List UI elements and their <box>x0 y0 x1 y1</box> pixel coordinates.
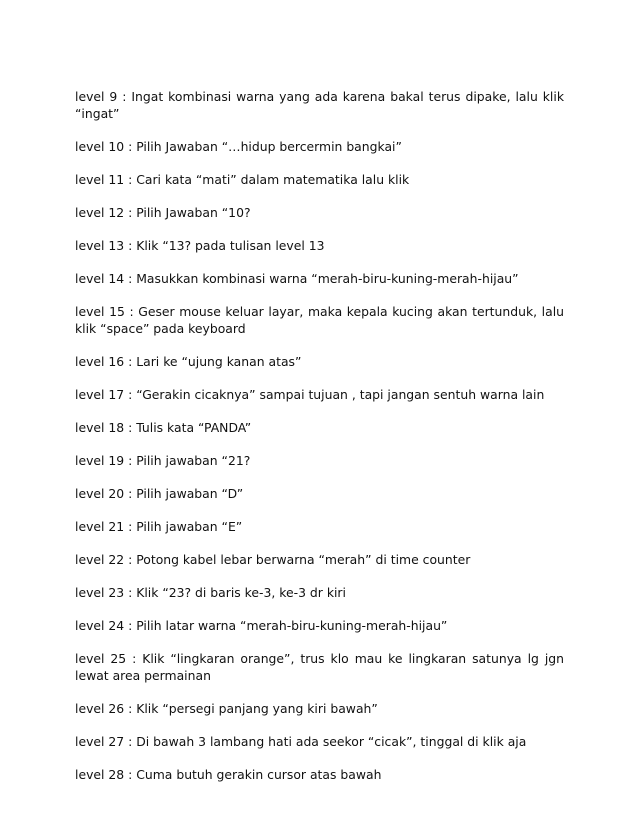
level-19-paragraph: level 19 : Pilih jawaban “21? <box>75 453 251 468</box>
level-15-paragraph: level 15 : Geser mouse keluar layar, maka kepala kucing akan tertunduk, lalu klik “space” pada keyboard <box>75 304 564 336</box>
level-28-paragraph: level 28 : Cuma butuh gerakin cursor atas bawah <box>75 767 382 782</box>
level-12-paragraph: level 12 : Pilih Jawaban “10? <box>75 205 251 220</box>
level-26-paragraph: level 26 : Klik “persegi panjang yang kiri bawah” <box>75 701 378 716</box>
document-page <box>75 88 564 799</box>
level-11-paragraph: level 11 : Cari kata “mati” dalam matematika lalu klik <box>75 172 410 187</box>
level-17-paragraph: level 17 : “Gerakin cicaknya” sampai tujuan , tapi jangan sentuh warna lain <box>75 387 545 402</box>
level-14-paragraph: level 14 : Masukkan kombinasi warna “merah-biru-kuning-merah-hijau” <box>75 271 519 286</box>
level-24-paragraph: level 24 : Pilih latar warna “merah-biru-kuning-merah-hijau” <box>75 618 448 633</box>
level-22-paragraph: level 22 : Potong kabel lebar berwarna “merah” di time counter <box>75 552 471 567</box>
level-25-paragraph: level 25 : Klik “lingkaran orange”, trus klo mau ke lingkaran satunya lg jgn lewat area permainan <box>75 651 564 683</box>
level-21-paragraph: level 21 : Pilih jawaban “E” <box>75 519 243 534</box>
level-9-paragraph: level 9 : Ingat kombinasi warna yang ada karena bakal terus dipake, lalu klik “ingat” <box>75 89 564 121</box>
level-23-paragraph: level 23 : Klik “23? di baris ke-3, ke-3 dr kiri <box>75 585 346 600</box>
level-20-paragraph: level 20 : Pilih jawaban “D” <box>75 486 244 501</box>
level-16-paragraph: level 16 : Lari ke “ujung kanan atas” <box>75 354 302 369</box>
level-27-paragraph: level 27 : Di bawah 3 lambang hati ada seekor “cicak”, tinggal di klik aja <box>75 734 527 749</box>
level-13-paragraph: level 13 : Klik “13? pada tulisan level 13 <box>75 238 325 253</box>
level-10-paragraph: level 10 : Pilih Jawaban “…hidup bercermin bangkai” <box>75 139 402 154</box>
level-18-paragraph: level 18 : Tulis kata “PANDA” <box>75 420 252 435</box>
